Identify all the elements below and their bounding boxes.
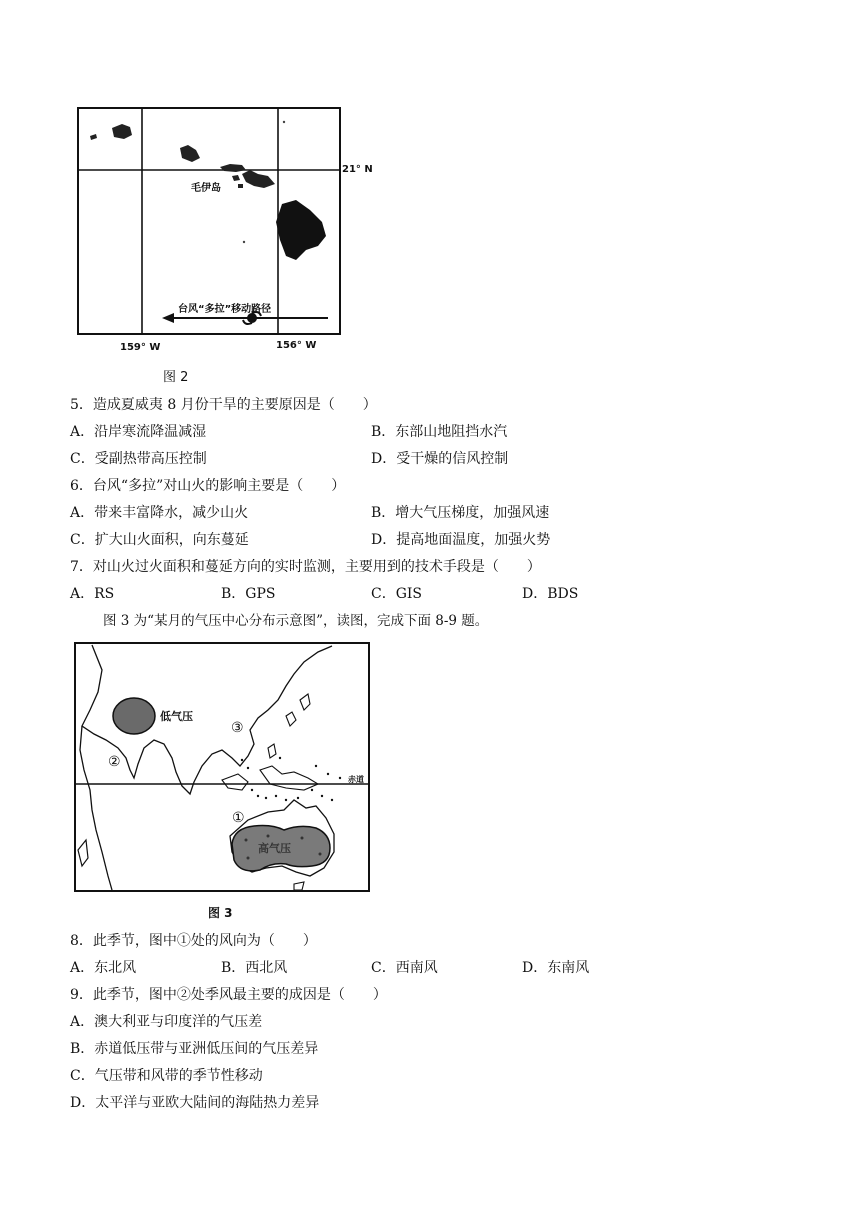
equator-label: 赤道 xyxy=(348,775,364,784)
q8-option-a: A．东北风 xyxy=(70,960,137,976)
q5-option-c: C．受副热带高压控制 xyxy=(70,451,207,467)
question-8-stem: 8．此季节，图中①处的风向为（ ） xyxy=(70,933,317,949)
question-6-stem: 6．台风“多拉”对山火的影响主要是（ ） xyxy=(70,478,346,494)
q5-option-a: A．沿岸寒流降温减湿 xyxy=(70,424,207,440)
latitude-label: 21° N xyxy=(342,164,373,175)
q7-option-c: C．GIS xyxy=(371,586,423,602)
q9-option-d: D．太平洋与亚欧大陆间的海陆热力差异 xyxy=(70,1095,320,1111)
low-pressure-label: 低气压 xyxy=(160,710,193,723)
longitude-159-label: 159° W xyxy=(120,342,161,353)
q7-option-d: D．BDS xyxy=(522,586,579,602)
figure-3-map xyxy=(72,640,374,896)
q6-option-c: C．扩大山火面积，向东蔓延 xyxy=(70,532,249,548)
maui-label: 毛伊岛 xyxy=(191,183,221,194)
q9-option-b: B．赤道低压带与亚洲低压间的气压差异 xyxy=(70,1041,319,1057)
q8-option-c: C．西南风 xyxy=(371,960,438,976)
marker-3: ③ xyxy=(231,720,244,736)
high-pressure-label: 高气压 xyxy=(258,842,291,855)
q6-option-a: A．带来丰富降水，减少山火 xyxy=(70,505,249,521)
q8-option-d: D．东南风 xyxy=(522,960,590,976)
typhoon-path-label: 台风“多拉”移动路径 xyxy=(178,304,272,315)
longitude-156-label: 156° W xyxy=(276,340,317,351)
q7-option-b: B．GPS xyxy=(221,586,276,602)
q9-option-c: C．气压带和风带的季节性移动 xyxy=(70,1068,263,1084)
questions-8-9-intro: 图 3 为“某月的气压中心分布示意图”，读图，完成下面 8-9 题。 xyxy=(103,613,489,629)
q6-option-b: B．增大气压梯度，加强风速 xyxy=(371,505,550,521)
q5-option-b: B．东部山地阻挡水汽 xyxy=(371,424,508,440)
q9-option-a: A．澳大利亚与印度洋的气压差 xyxy=(70,1014,263,1030)
figure-2-map xyxy=(70,100,390,360)
question-7-stem: 7．对山火过火面积和蔓延方向的实时监测，主要用到的技术手段是（ ） xyxy=(70,559,541,575)
q8-option-b: B．西北风 xyxy=(221,960,288,976)
q7-option-a: A．RS xyxy=(70,586,115,602)
question-9-stem: 9．此季节，图中②处季风最主要的成因是（ ） xyxy=(70,987,387,1003)
marker-1: ① xyxy=(232,810,245,826)
question-5-stem: 5．造成夏威夷 8 月份干旱的主要原因是（ ） xyxy=(70,397,377,413)
marker-2: ② xyxy=(108,754,121,770)
q5-option-d: D．受干燥的信风控制 xyxy=(371,451,509,467)
figure-3-caption: 图 3 xyxy=(208,906,233,920)
q6-option-d: D．提高地面温度，加强火势 xyxy=(371,532,551,548)
figure-2-caption: 图 2 xyxy=(163,370,189,385)
hawaii-map-graphic xyxy=(70,100,390,360)
